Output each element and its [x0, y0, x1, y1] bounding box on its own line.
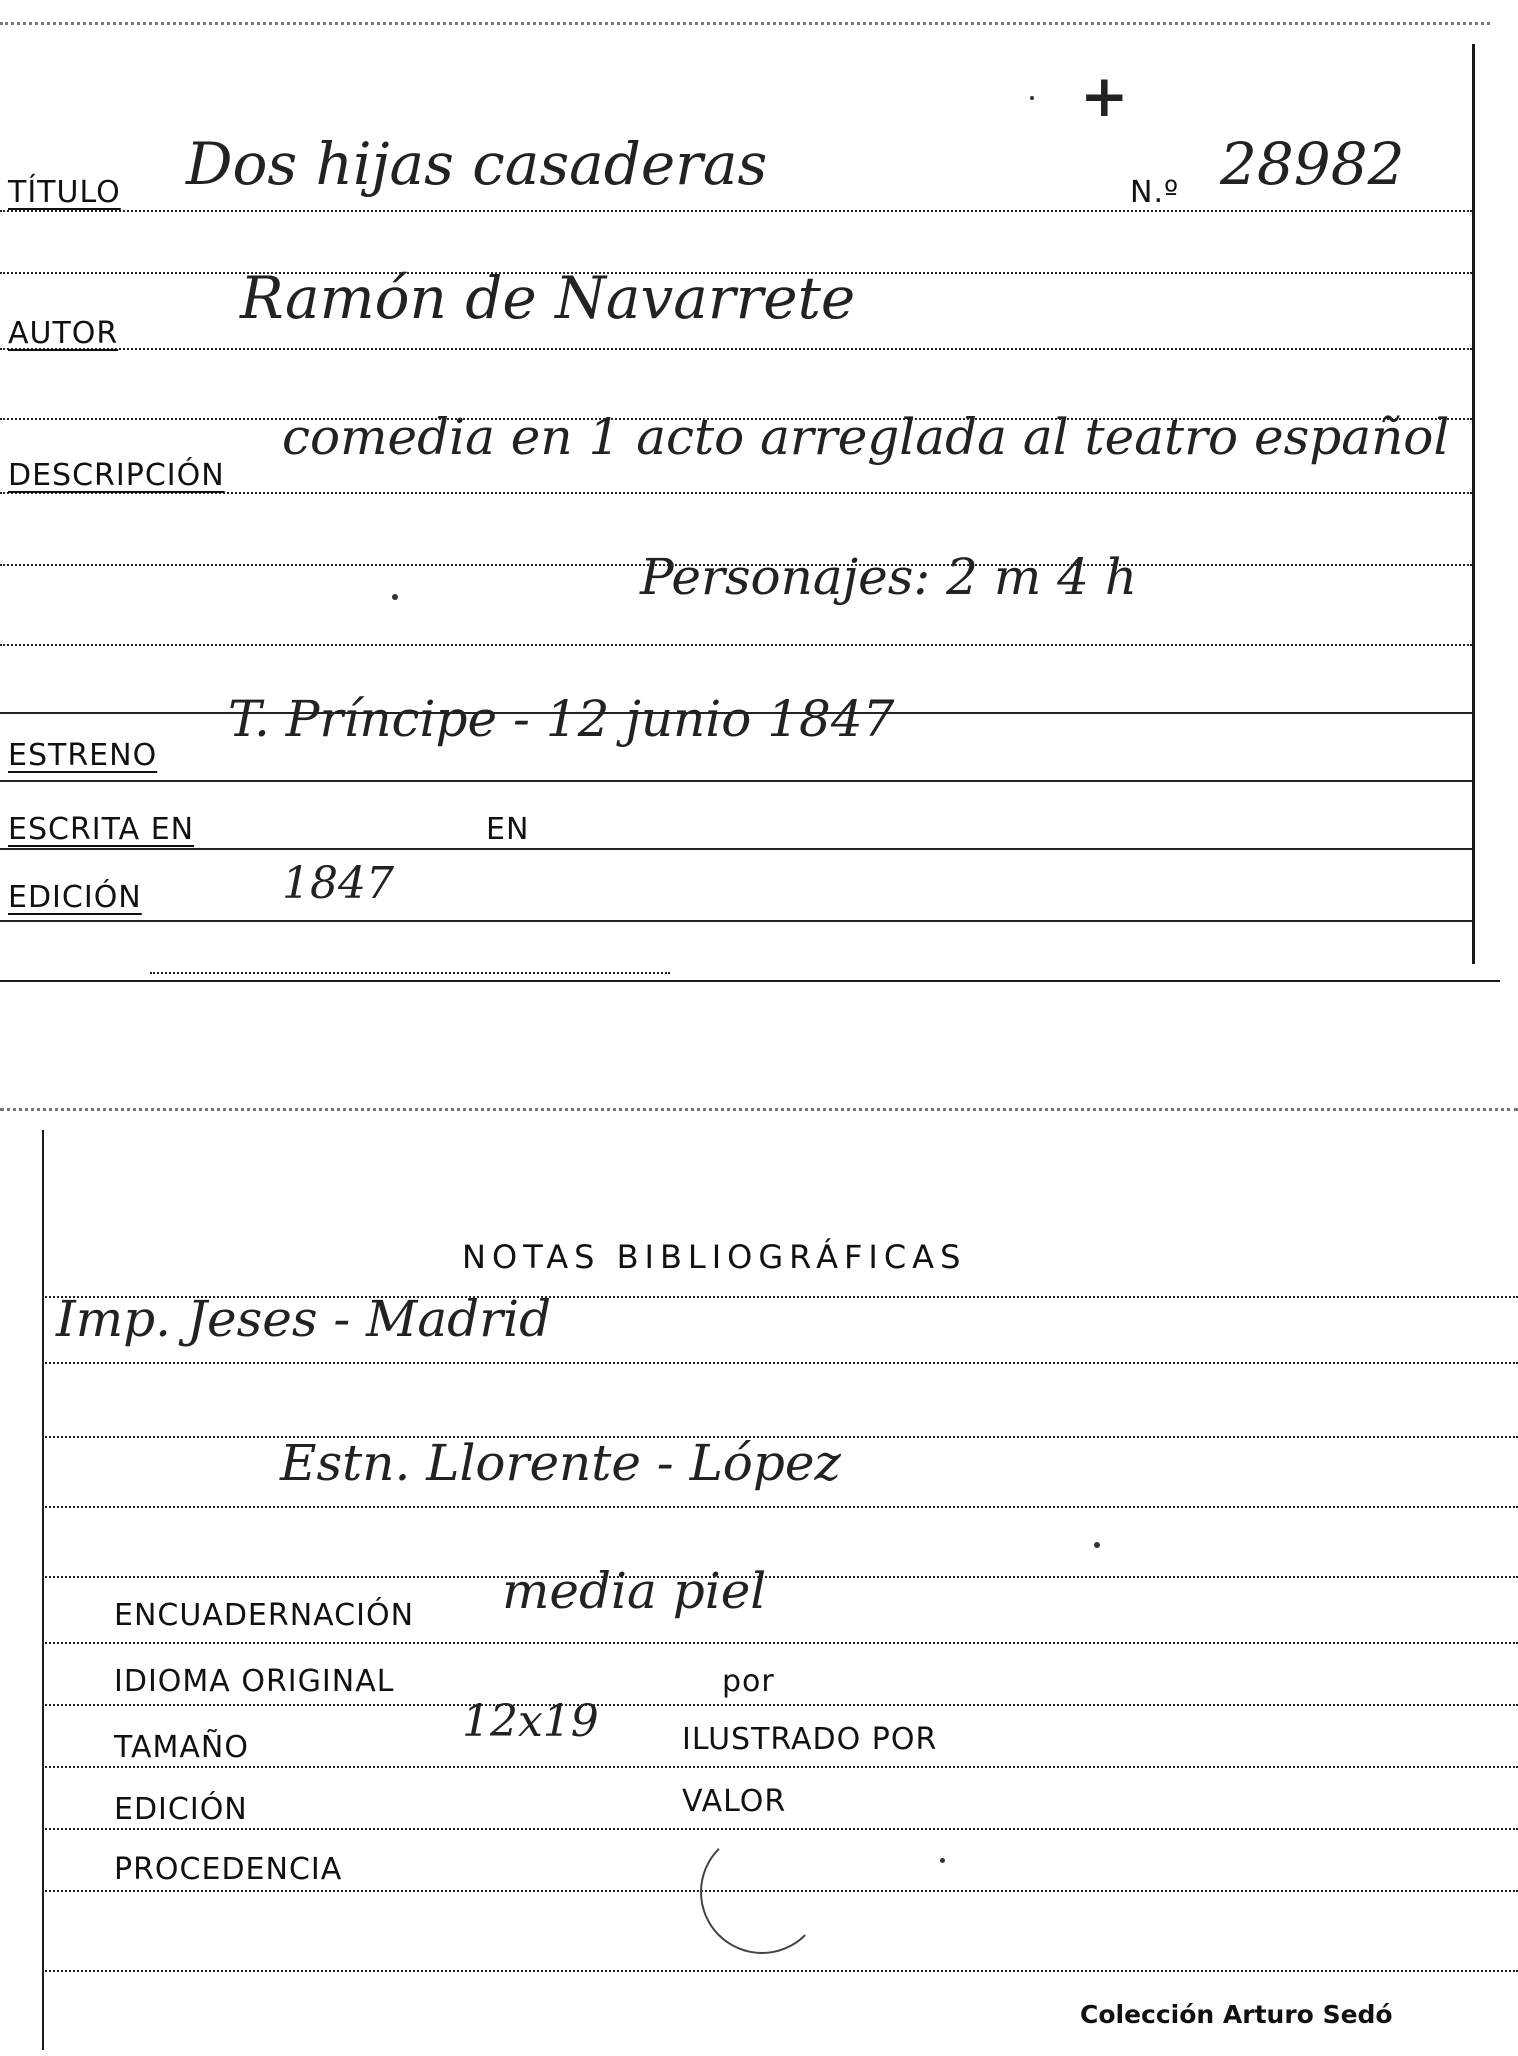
ruled-line [42, 1642, 1518, 1644]
faint-seal-circle [700, 1830, 824, 1954]
ruled-line [0, 348, 1472, 350]
collection-footer: Colección Arturo Sedó [1080, 2000, 1393, 2029]
autor-label: AUTOR [8, 316, 119, 351]
cross-mark: + [1080, 62, 1129, 130]
bottom-border [0, 980, 1500, 982]
top-edge-noise [0, 1108, 1518, 1117]
ruled-line [0, 644, 1472, 646]
notas-header: NOTAS BIBLIOGRÁFICAS [462, 1238, 967, 1276]
ruled-line [42, 1362, 1518, 1364]
edicion-back-label: EDICIÓN [114, 1792, 248, 1827]
ruled-line [42, 1704, 1518, 1706]
autor-value: Ramón de Navarrete [240, 264, 856, 332]
numero-label: N.º [1130, 175, 1180, 210]
ilustrado-por-label: ILUSTRADO POR [682, 1722, 938, 1757]
encuadernacion-label: ENCUADERNACIÓN [114, 1598, 415, 1633]
en-label: EN [486, 812, 530, 847]
tamano-label: TAMAÑO [114, 1730, 249, 1765]
descripcion-label: DESCRIPCIÓN [8, 458, 225, 493]
ink-speck [940, 1858, 945, 1863]
ink-speck [392, 594, 398, 600]
idioma-original-label: IDIOMA ORIGINAL [114, 1664, 395, 1699]
edicion-label: EDICIÓN [8, 880, 142, 915]
note-line-1: Imp. Jeses - Madrid [56, 1290, 552, 1348]
ruled-line [0, 848, 1472, 850]
ruled-line [150, 972, 670, 974]
escrita-en-label: ESCRITA EN [8, 812, 195, 847]
numero-value: 28982 [1220, 130, 1405, 198]
encuadernacion-value: media piel [502, 1562, 767, 1620]
personajes-value: Personajes: 2 m 4 h [640, 548, 1138, 606]
ruled-line [42, 1766, 1518, 1768]
valor-label: VALOR [682, 1784, 787, 1819]
ink-speck [1030, 96, 1034, 100]
ruled-line [42, 1970, 1518, 1972]
titulo-value: Dos hijas casaderas [186, 130, 768, 198]
right-border [1472, 44, 1475, 964]
ruled-line [42, 1576, 1518, 1578]
procedencia-label: PROCEDENCIA [114, 1852, 343, 1887]
note-line-2: Estn. Llorente - López [280, 1434, 841, 1492]
left-border [42, 1130, 44, 2050]
tamano-value: 12x19 [462, 1696, 599, 1747]
ruled-line [0, 780, 1472, 782]
top-edge-noise [0, 22, 1490, 31]
ruled-line [0, 920, 1472, 922]
catalog-card-front [0, 0, 1500, 982]
edicion-value: 1847 [282, 858, 394, 909]
ruled-line [0, 210, 1472, 212]
catalog-card-back [0, 1090, 1518, 2056]
titulo-label: TÍTULO [8, 175, 121, 210]
ruled-line [42, 1506, 1518, 1508]
estreno-label: ESTRENO [8, 738, 158, 773]
por-label: por [722, 1664, 775, 1699]
estreno-value: T. Príncipe - 12 junio 1847 [228, 690, 895, 748]
descripcion-value: comedia en 1 acto arreglada al teatro español [282, 408, 1450, 466]
ruled-line [42, 1828, 1518, 1830]
ink-speck [1094, 1542, 1100, 1548]
